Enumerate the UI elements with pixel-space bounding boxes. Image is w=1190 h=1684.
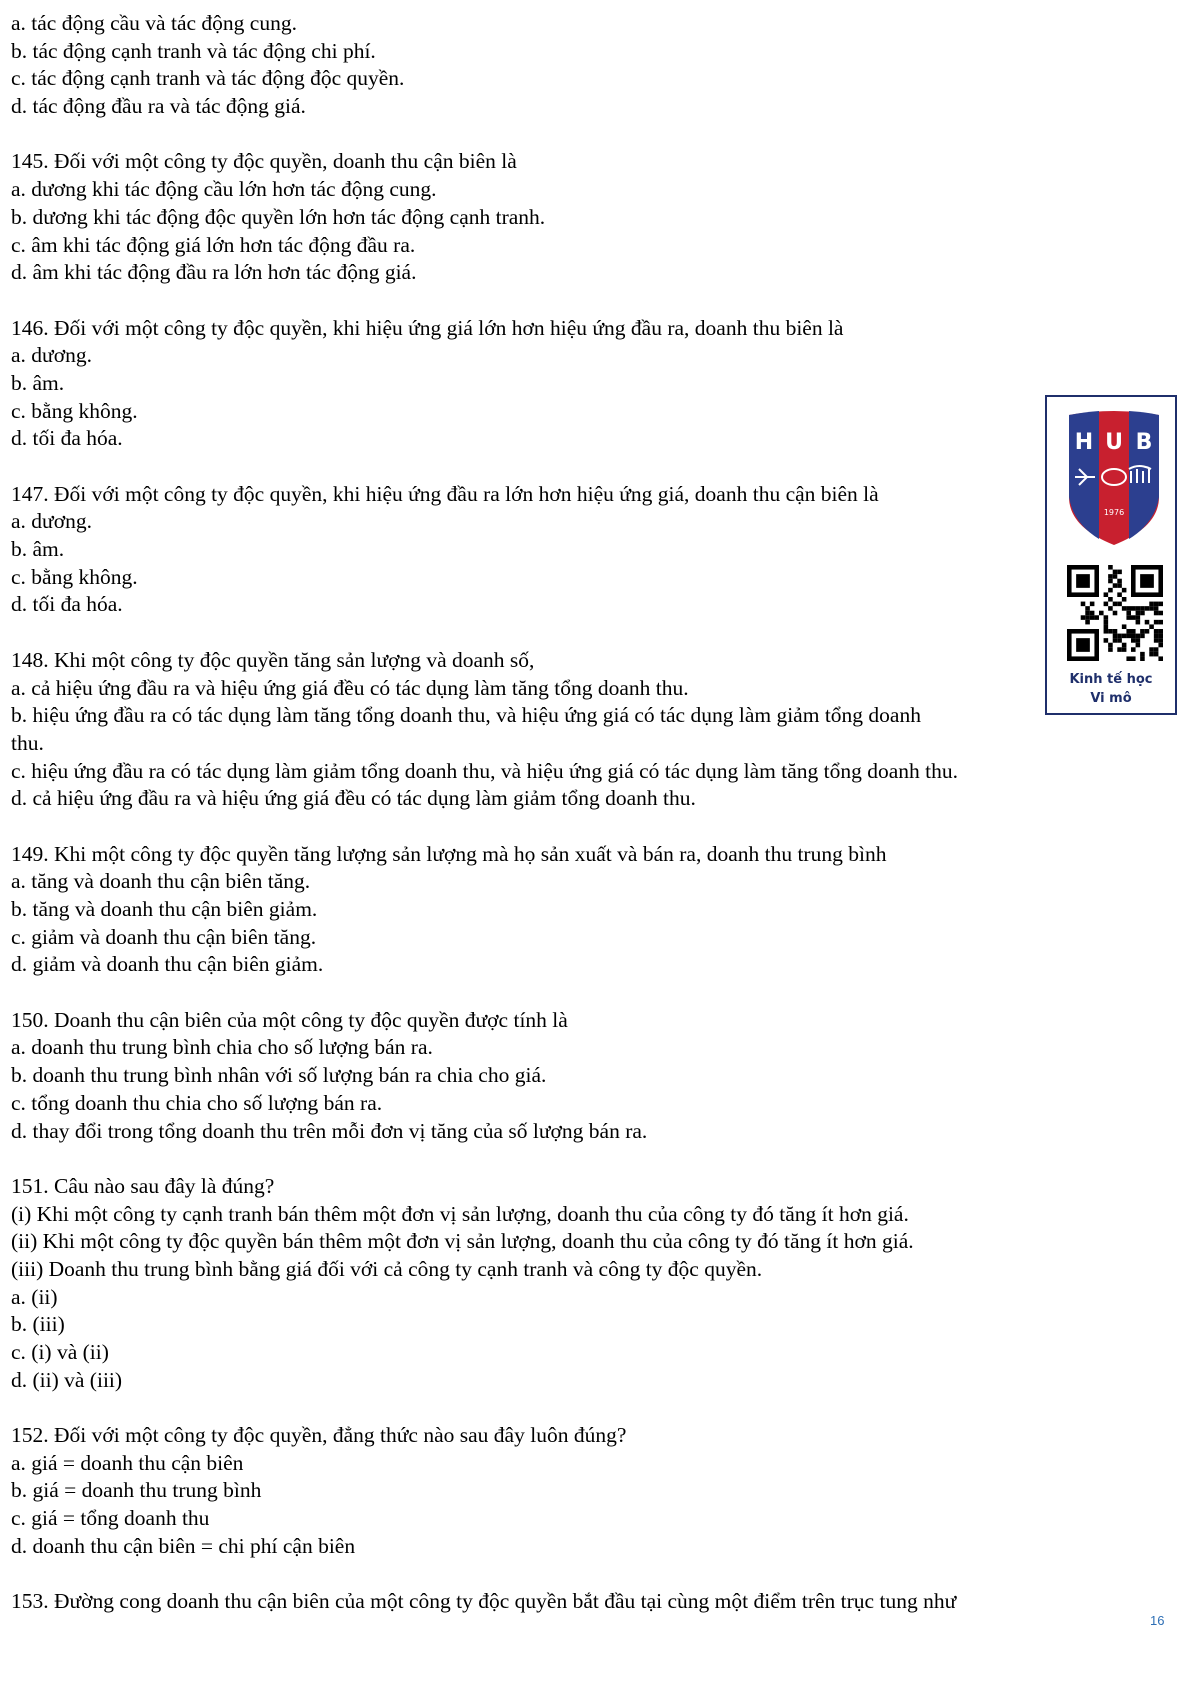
answer-line: a. dương.	[11, 343, 92, 368]
answer-line: a. cả hiệu ứng đầu ra và hiệu ứng giá đều có tác dụng làm tăng tổng doanh thu.	[11, 675, 689, 700]
answer-line: d. tối đa hóa.	[11, 426, 123, 451]
answer-line: c. tác động cạnh tranh và tác động độc quyền.	[11, 66, 405, 91]
answer-line: b. doanh thu trung bình nhân với số lượng bán ra chia cho giá.	[11, 1063, 547, 1088]
answer-line: b. dương khi tác động độc quyền lớn hơn tác động cạnh tranh.	[11, 204, 546, 229]
answer-line: d. thay đổi trong tổng doanh thu trên mỗi đơn vị tăng của số lượng bán ra.	[11, 1118, 648, 1143]
answer-line: c. giá = tổng doanh thu	[11, 1506, 210, 1531]
question-stem: 148. Khi một công ty độc quyền tăng sản lượng và doanh số,	[11, 647, 535, 672]
answer-line: a. doanh thu trung bình chia cho số lượng bán ra.	[11, 1035, 433, 1060]
logo-letter-u: U	[1105, 430, 1123, 455]
answer-line: a. dương.	[11, 509, 92, 534]
question-stem: 153. Đường cong doanh thu cận biên của một công ty độc quyền bắt đầu tại cùng một điểm trên trục tung như	[11, 1589, 957, 1614]
answer-line: c. bằng không.	[11, 564, 138, 589]
blank-line	[11, 979, 1131, 1007]
answer-line: c. (i) và (ii)	[11, 1340, 109, 1364]
blank-line	[11, 453, 1131, 481]
answer-line: thu.	[11, 730, 44, 755]
hub-shield-logo	[1065, 409, 1163, 547]
answer-line: b. giá = doanh thu trung bình	[11, 1478, 262, 1503]
blank-line	[11, 1561, 1131, 1589]
question-stem: 152. Đối với một công ty độc quyền, đẳng thức nào sau đây luôn đúng?	[11, 1423, 627, 1448]
question-stem: 145. Đối với một công ty độc quyền, doanh thu cận biên là	[11, 149, 517, 174]
question-stem: 146. Đối với một công ty độc quyền, khi hiệu ứng giá lớn hơn hiệu ứng đầu ra, doanh thu biên là	[11, 315, 844, 340]
answer-line: b. (iii)	[11, 1312, 65, 1337]
answer-line: d. âm khi tác động đầu ra lớn hơn tác động giá.	[11, 260, 417, 285]
answer-line: b. âm.	[11, 370, 65, 395]
answer-line: b. tác động cạnh tranh và tác động chi phí.	[11, 38, 376, 63]
answer-line: b. tăng và doanh thu cận biên giảm.	[11, 897, 318, 921]
logo-caption-line1: Kinh tế học	[1069, 672, 1153, 687]
logo-year: 1976	[1103, 508, 1125, 517]
answer-line: a. giá = doanh thu cận biên	[11, 1450, 244, 1475]
question-stem: 151. Câu nào sau đây là đúng?	[11, 1173, 275, 1198]
answer-line: c. tổng doanh thu chia cho số lượng bán ra.	[11, 1090, 383, 1115]
answer-line: d. doanh thu cận biên = chi phí cận biên	[11, 1533, 356, 1558]
question-stem: 147. Đối với một công ty độc quyền, khi hiệu ứng đầu ra lớn hơn hiệu ứng giá, doanh thu cận biên là	[11, 481, 879, 506]
logo-caption-line2: Vi mô	[1090, 691, 1132, 706]
logo-letter-b: B	[1135, 430, 1153, 455]
page-number: 16	[1150, 1613, 1165, 1628]
blank-line	[11, 121, 1131, 149]
blank-line	[11, 619, 1131, 647]
blank-line	[11, 1394, 1131, 1422]
answer-line: a. dương khi tác động cầu lớn hơn tác động cung.	[11, 177, 437, 202]
logo-letter-h: H	[1074, 430, 1094, 455]
document-body	[11, 10, 1131, 1616]
answer-line: (ii) Khi một công ty độc quyền bán thêm một đơn vị sản lượng, doanh thu của công ty đó tăng ít hơn giá.	[11, 1229, 914, 1254]
answer-line: c. giảm và doanh thu cận biên tăng.	[11, 924, 317, 949]
question-stem: 150. Doanh thu cận biên của một công ty độc quyền được tính là	[11, 1007, 568, 1032]
answer-line: a. tăng và doanh thu cận biên tăng.	[11, 869, 311, 894]
answer-line: c. âm khi tác động giá lớn hơn tác động đầu ra.	[11, 232, 416, 257]
answer-line: a. tác động cầu và tác động cung.	[11, 11, 297, 35]
qr-code	[1067, 565, 1163, 661]
blank-line	[11, 287, 1131, 315]
answer-line: a. (ii)	[11, 1284, 58, 1309]
answer-line: b. âm.	[11, 537, 65, 562]
answer-line: d. tác động đầu ra và tác động giá.	[11, 94, 306, 119]
answer-line: c. bằng không.	[11, 398, 138, 423]
blank-line	[11, 1145, 1131, 1173]
answer-line: d. (ii) và (iii)	[11, 1367, 123, 1392]
answer-line: d. tối đa hóa.	[11, 592, 123, 617]
hub-logo-panel	[1045, 395, 1177, 715]
answer-line: (i) Khi một công ty cạnh tranh bán thêm một đơn vị sản lượng, doanh thu của công ty đó tăng ít hơn giá.	[11, 1201, 909, 1226]
answer-line: (iii) Doanh thu trung bình bằng giá đối với cả công ty cạnh tranh và công ty độc quyền.	[11, 1256, 763, 1281]
answer-line: d. cả hiệu ứng đầu ra và hiệu ứng giá đều có tác dụng làm giảm tổng doanh thu.	[11, 786, 696, 811]
question-stem: 149. Khi một công ty độc quyền tăng lượng sản lượng mà họ sản xuất và bán ra, doanh thu trung bình	[11, 841, 887, 866]
answer-line: b. hiệu ứng đầu ra có tác dụng làm tăng tổng doanh thu, và hiệu ứng giá có tác dụng làm giảm tổng doanh	[11, 703, 921, 728]
blank-line	[11, 813, 1131, 841]
answer-line: c. hiệu ứng đầu ra có tác dụng làm giảm tổng doanh thu, và hiệu ứng giá có tác dụng làm tăng tổng doanh thu.	[11, 758, 958, 783]
answer-line: d. giảm và doanh thu cận biên giảm.	[11, 952, 324, 977]
